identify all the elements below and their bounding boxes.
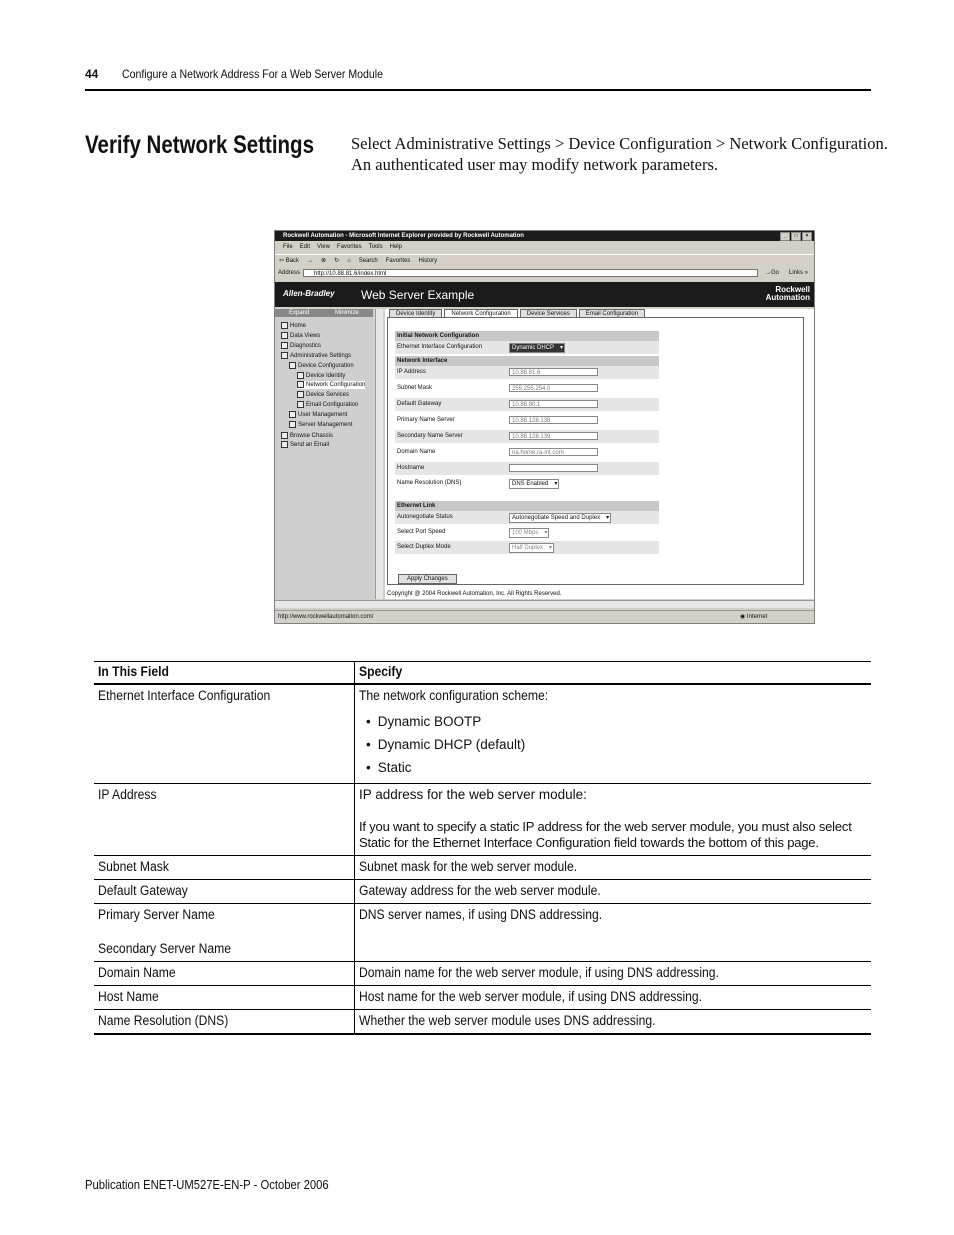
secondary-ns-row: Secondary Name Server 10.88.128.139 [395,430,659,443]
table-row [94,784,871,856]
field-desc: Host name for the web server module, if using DNS addressing. [359,989,703,1004]
menu-help[interactable]: Help [389,244,402,250]
subnet-mask-row: Subnet Mask 255.255.254.0 [395,382,659,395]
window-title: Rockwell Automation - Microsoft Internet Explorer provided by Rockwell Automation [283,233,524,239]
minimize-icon[interactable]: _ [780,232,790,241]
field-desc: Gateway address for the web server module. [359,883,601,898]
scheme-list [359,710,867,779]
status-url: http://www.rockwellautomation.com/ [278,614,374,620]
field-name: Secondary Server Name [98,941,232,956]
page-number: 44 [85,67,99,81]
left-navigation [275,309,373,599]
autonegotiate-select[interactable]: Autonegotiate Speed and Duplex ▾ [509,513,611,523]
table-row [94,880,871,904]
search-button[interactable]: Search [358,258,378,264]
eth-interface-row: Ethernet Interface Configuration Dynamic DHCP ▾ [395,341,659,354]
menu-view[interactable]: View [317,244,330,250]
field-desc: IP address for the web server module: [359,787,587,802]
field-name: Default Gateway [98,883,188,898]
browser-toolbar [275,254,814,267]
port-speed-select[interactable]: 100 Mbps ▾ [509,528,549,538]
network-config-panel [387,317,804,585]
subnet-mask-field[interactable]: 255.255.254.0 [509,384,598,392]
hostname-field[interactable] [509,464,598,472]
nav-send-email[interactable]: Send an Email [281,441,329,449]
nav-device-configuration[interactable]: Device Configuration [289,362,354,370]
table-row [94,1010,871,1035]
stop-icon[interactable]: ⊗ [321,258,327,264]
table-row [94,986,871,1010]
field-name: IP Address [98,787,157,802]
ip-address-field[interactable]: 10.88.81.6 [509,368,598,376]
duplex-select[interactable]: Half Duplex ▾ [509,543,554,553]
field-spec-table [94,661,871,1035]
go-button[interactable]: →Go [765,270,780,276]
banner-title: Web Server Example [361,288,475,302]
history-button[interactable]: History [418,258,438,264]
back-button[interactable]: ⇦ Back [279,258,300,264]
table-header-row [94,662,871,685]
allen-bradley-logo: Allen-Bradley [283,289,335,298]
field-desc: DNS server names, if using DNS addressing. [359,907,603,922]
dns-row: Name Resolution (DNS) DNS Enabled ▾ [395,477,659,490]
primary-ns-field[interactable]: 10.88.128.138 [509,416,598,424]
copyright-text: Copyright @ 2004 Rockwell Automation, Inc. All Rights Reserved. [387,591,562,597]
section-network-interface: Network Interface [395,356,659,366]
default-gateway-field[interactable]: 10.88.80.1 [509,400,598,408]
nav-user-management[interactable]: User Management [289,411,347,419]
field-name: Host Name [98,989,159,1004]
ip-address-row: IP Address 10.88.81.6 [395,366,659,379]
address-label: Address [278,270,301,276]
nav-data-views[interactable]: Data Views [281,332,320,340]
menu-edit[interactable]: Edit [299,244,311,250]
header-rule [85,89,871,91]
field-desc: Whether the web server module uses DNS addressing. [359,1013,656,1028]
tab-network-configuration[interactable]: Network Configuration [444,309,517,318]
content-frame [385,309,814,599]
hostname-row: Hostname [395,462,659,475]
table-row [94,962,871,986]
field-desc: Domain name for the web server module, if using DNS addressing. [359,965,719,980]
field-name: Domain Name [98,965,176,980]
nav-server-management[interactable]: Server Management [289,421,352,429]
address-input[interactable]: http://10.88.81.6/index.html [303,269,758,277]
nav-header [275,309,373,317]
autonegotiate-row: Autonegotiate Status Autonegotiate Speed and Duplex ▾ [395,511,659,524]
field-name: Subnet Mask [98,859,169,874]
nav-diagnostics[interactable]: Diagnostics [281,342,321,350]
internet-zone: ◉ Internet [740,614,768,620]
rockwell-logo: Rockwell Automation [765,285,810,302]
field-desc: The network configuration scheme: [359,688,549,703]
home-icon[interactable]: ⌂ [347,258,351,264]
minimize-button[interactable]: Minimize [335,310,359,316]
apply-changes-button[interactable]: Apply Changes [398,574,457,584]
domain-name-row: Domain Name na.home.ra-int.com [395,446,659,459]
list-item: • Dynamic DHCP (default) [366,733,867,756]
tab-device-identity[interactable]: Device Identity [389,309,442,318]
intro-paragraph: Select Administrative Settings > Device Configuration > Network Configuration. An authenticated user may modify network parameters. [351,134,888,174]
field-desc: Subnet mask for the web server module. [359,859,578,874]
secondary-ns-field[interactable]: 10.88.128.139 [509,432,598,440]
publication-footer: Publication ENET-UM527E-EN-P - October 2006 [85,1178,329,1192]
running-header: Configure a Network Address For a Web Server Module [122,67,383,81]
horizontal-scrollbar[interactable] [275,600,814,608]
port-speed-row: Select Port Speed 100 Mbps ▾ [395,526,659,539]
section-ethernet-link: Ethernet Link [395,501,659,511]
dns-select[interactable]: DNS Enabled ▾ [509,479,559,489]
list-item: • Static [366,756,867,779]
window-titlebar [275,231,814,241]
primary-ns-row: Primary Name Server 10.88.128.138 [395,414,659,427]
expand-button[interactable]: Expand [289,310,310,316]
close-icon[interactable]: × [802,232,812,241]
nav-administrative-settings[interactable]: Administrative Settings [281,352,351,360]
col-header-field: In This Field [94,662,355,685]
duplex-row: Select Duplex Mode Half Duplex ▾ [395,541,659,554]
section-title: Verify Network Settings [85,131,314,159]
table-row [94,684,871,784]
nav-home[interactable]: Home [281,322,306,330]
tab-email-configuration[interactable]: Email Configuration [579,309,645,318]
refresh-icon[interactable]: ↻ [334,258,340,264]
eth-interface-select[interactable]: Dynamic DHCP ▾ [509,343,565,353]
maximize-icon[interactable]: □ [791,232,801,241]
favorites-button[interactable]: Favorites [385,258,411,264]
menu-favorites[interactable]: Favorites [336,244,362,250]
nav-browse-chassis[interactable]: Browse Chassis [281,432,333,440]
menu-tools[interactable]: Tools [368,244,383,250]
status-bar [275,610,814,623]
domain-name-field[interactable]: na.home.ra-int.com [509,448,598,456]
tab-device-services[interactable]: Device Services [520,309,577,318]
list-item: • Dynamic BOOTP [366,710,867,733]
default-gateway-row: Default Gateway 10.88.80.1 [395,398,659,411]
forward-button[interactable]: → [307,258,314,264]
table-row [94,904,871,962]
col-header-specify: Specify [355,662,872,685]
field-desc-note: If you want to specify a static IP address for the web server module, you must also select Static for the Ethernet Interface Configuration field towards the bottom of this page. [359,819,852,850]
address-bar [275,268,814,279]
table-row [94,856,871,880]
links-button[interactable]: Links » [789,270,809,276]
field-name: Ethernet Interface Configuration [98,688,271,703]
site-banner [275,282,814,307]
nav-device-services[interactable]: Device Services [297,391,349,399]
field-name: Name Resolution (DNS) [98,1013,229,1028]
menu-file[interactable]: File [283,244,293,250]
field-name: Primary Server Name [98,907,215,922]
section-initial-config: Initial Network Configuration [395,331,659,341]
menu-bar [275,242,814,252]
browser-screenshot [274,230,815,624]
nav-network-configuration[interactable]: Network Configuration [297,381,365,389]
nav-scrollbar[interactable] [375,309,383,599]
nav-email-configuration[interactable]: Email Configuration [297,401,358,409]
nav-device-identity[interactable]: Device Identity [297,372,345,380]
